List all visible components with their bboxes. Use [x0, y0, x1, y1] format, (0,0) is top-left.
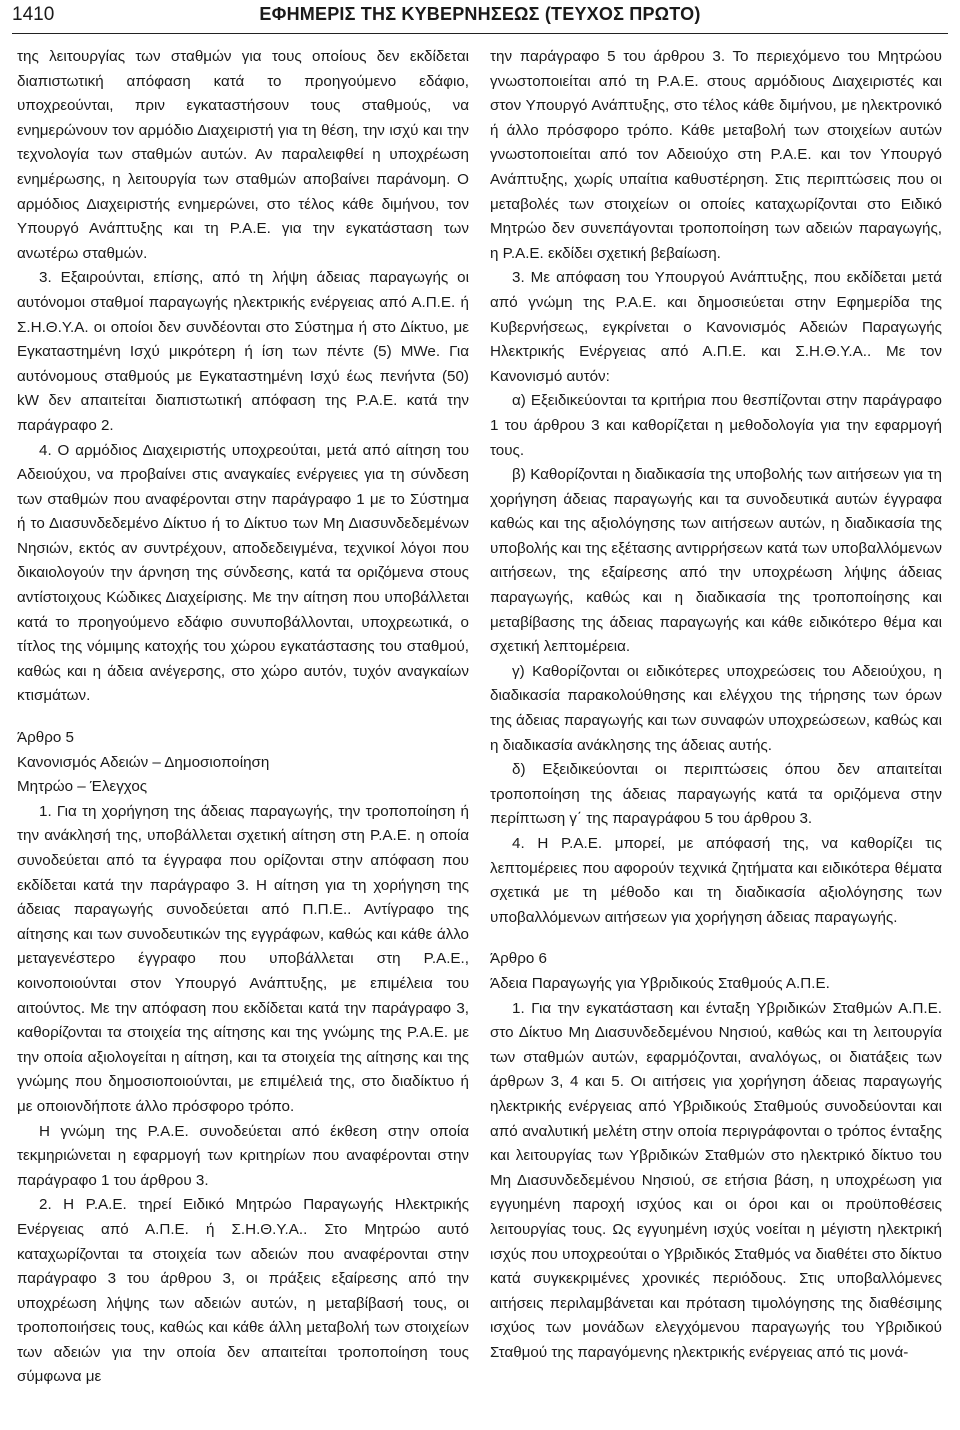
- item-c: γ) Καθορίζονται οι ειδικότερες υποχρεώσεις του Αδειούχου, η διαδικασία παρακολούθησης και ελέγχου της τήρησης των όρων της άδειας παραγωγής και των συναφών υποχρεώσεων, καθώς και η διαδικασία ανάκλησης της άδειας αυτής.: [490, 662, 942, 754]
- article-6-number: Άρθρο 6: [490, 950, 547, 968]
- item-a: α) Εξειδικεύονται τα κριτήρια που θεσπίζονται στην παράγραφο 1 του άρθρου 3 και καθορίζεται η μεθοδολογία για την εφαρμογή τους.: [490, 392, 942, 459]
- item-d: δ) Εξειδικεύονται οι περιπτώσεις όπου δεν απαιτείται τροποποίηση της άδειας παραγωγής κατά τα οριζόμενα στην περίπτωση γ΄ της παραγράφου 5 του άρθρου 3.: [490, 761, 942, 828]
- paragraph-3: 3. Εξαιρούνται, επίσης, από τη λήψη άδειας παραγωγής οι αυτόνομοι σταθμοί παραγωγής ηλεκτρικής ενέργειας από Α.Π.Ε. ή Σ.Η.Θ.Υ.Α. οι οποίοι δεν συνδέονται στο Σύστημα ή στο Δίκτυο, με Εγκαταστημένη Ισχύ μικρότερη ή ίση των πέντε (5) MWe. Για αυτόνομους σταθμούς με Εγκαταστημένη Ισχύ έως πενήντα (50) kW δεν απαιτείται διαπιστωτική απόφαση της Ρ.Α.Ε. κατά την παράγραφο 2.: [17, 269, 469, 434]
- article-6-title: Άδεια Παραγωγής για Υβριδικούς Σταθμούς Α.Π.Ε.: [490, 974, 830, 992]
- paragraph-continuation-right: την παράγραφο 5 του άρθρου 3. Το περιεχόμενο του Μητρώου γνωστοποιείται από τη Ρ.Α.Ε. στους αρμόδιους Διαχειριστές και στον Υπουργό Ανάπτυξης, στο τέλος κάθε διμήνου, με ηλεκτρονικό ή άλλο πρόσφορο τρόπο. Κάθε μεταβολή των στοιχείων αυτών γνωστοποιείται από τον Αδειούχο στη Ρ.Α.Ε. και τον Υπουργό Ανάπτυξης, χωρίς υπαίτια καθυστέρηση. Στις περιπτώσεις που οι μεταβολές των στοιχείων οι οποίες καταχωρίζονται στο Ειδικό Μητρώο δεν συνεπάγονται τροποποίηση των αδειών παραγωγής, η Ρ.Α.Ε. εκδίδει σχετική βεβαίωση.: [490, 48, 942, 262]
- item-b: β) Καθορίζονται η διαδικασία της υποβολής των αιτήσεων για τη χορήγηση άδειας παραγωγής και τα συνοδευτικά αυτών έγγραφα καθώς και της αξιολόγησης των αιτήσεων αυτών, η διαδικασία της υποβολής και της εξέτασης αντιρρήσεων κατά των υποβαλλόμενων αιτήσεων, της εξαίρεσης από την υποχρέωση λήψης άδειας παραγωγής, καθώς και η διαδικασία της τροποποίησης και μεταβίβασης της άδειας παραγωγής και κάθε ειδικότερο θέμα και σχετική λεπτομέρεια.: [490, 466, 942, 656]
- article-5-paragraph-1: 1. Για τη χορήγηση της άδειας παραγωγής, την τροποποίηση ή την ανάκλησή της, υποβάλλεται σχετική αίτηση στη Ρ.Α.Ε. η οποία συνοδεύεται από τα έγγραφα που ορίζονται στην απόφαση που εκδίδεται κατά την παράγραφο 3. Η αίτηση για τη χορήγηση της άδειας παραγωγής συνοδεύεται από Π.Π.Ε.. Αντίγραφο της αίτησης και των συνοδευτικών της εγγράφων, καθώς και κάθε άλλο μεταγενέστερο έγγραφο που υποβάλλεται στη Ρ.Α.Ε., κοινοποιούνται στον Υπουργό Ανάπτυξης, με επιμέλεια του αιτούντος. Με την απόφαση που εκδίδεται κατά την παράγραφο 3, καθορίζονται τα στοιχεία της αίτησης και της γνώμης της Ρ.Α.Ε. με την οποία αξιολογείται η αίτηση, και τα στοιχεία της αίτησης και της γνώμης που δημοσιοποιούνται, με επιμέλειά της, στο διαδίκτυο ή με οποιονδήποτε άλλο πρόσφορο τρόπο.: [17, 802, 469, 1115]
- article-5-paragraph-2: 2. Η Ρ.Α.Ε. τηρεί Ειδικό Μητρώο Παραγωγής Ηλεκτρικής Ενέργειας από Α.Π.Ε. ή Σ.Η.Θ.Υ.Α.. Στο Μητρώο αυτό καταχωρίζονται τα στοιχεία των αδειών που αναφέρονται στην παράγραφο 3 του άρθρου 3, οι πράξεις εξαίρεσης από την υποχρέωση λήψης των αδειών αυτών, η μεταβίβασή τους, οι τροποποιήσεις τους, καθώς και κάθε άλλη μεταβολή των στοιχείων των αδειών για την οποία δεν απαιτείται τροποποίηση τους σύμφωνα με: [17, 1196, 469, 1386]
- paragraph-continuation: της λειτουργίας των σταθμών για τους οποίους δεν εκδίδεται διαπιστωτική απόφαση κατά το προηγούμενο εδάφιο, υποχρεούνται, πριν εγκαταστήσουν τους σταθμούς, να ενημερώνουν τον αρμόδιο Διαχειριστή για τη θέση, την ισχύ και την τεχνολογία των σταθμών αυτών. Αν παραλειφθεί η υποχρέωση ενημέρωσης, η λειτουργία των σταθμών αποβαίνει παράνομη. Ο αρμόδιος Διαχειριστής ενημερώνει, στο τέλος κάθε διμήνου, τον Υπουργό Ανάπτυξης και τη Ρ.Α.Ε. για την εγκατάσταση των ανωτέρω σταθμών.: [17, 48, 469, 262]
- page-number: 1410: [12, 4, 55, 25]
- article-5-paragraph-4: 4. Η Ρ.Α.Ε. μπορεί, με απόφασή της, να καθορίζει τις λεπτομέρειες που αφορούν τεχνικά ζητήματα και ειδικότερα θέματα σχετικά με τη μέθοδο και τη διαδικασία αξιολόγησης των υποβαλλόμενων αιτήσεων για χορήγηση άδειας παραγωγής.: [490, 835, 942, 926]
- article-5-paragraph-1b: Η γνώμη της Ρ.Α.Ε. συνοδεύεται από έκθεση στην οποία τεκμηριώνεται η εφαρμογή των κριτηρίων που αναφέρονται στην παράγραφο 1 του άρθρου 3.: [17, 1122, 469, 1189]
- page-header: [12, 3, 948, 34]
- article-5-number: Άρθρο 5: [17, 729, 74, 747]
- right-column: [490, 45, 942, 1365]
- article-6-paragraph-1: 1. Για την εγκατάσταση και ένταξη Υβριδικών Σταθμών Α.Π.Ε. στο Δίκτυο Μη Διασυνδεδεμένου Νησιού, καθώς και τη λειτουργία των σταθμών αυτών, εφαρμόζονται, αναλόγως, οι διατάξεις των άρθρων 3, 4 και 5. Οι αιτήσεις για χορήγηση άδειας παραγωγής ηλεκτρικής ενέργειας από Υβριδικούς Σταθμούς συνοδεύονται και από αναλυτική μελέτη στην οποία περιγράφονται ο τρόπος ένταξης και λειτουργίας των Υβριδικών Σταθμών στο ηλεκτρικό δίκτυο του Μη Διασυνδεδεμένου Νησιού, σε ετήσια βάση, η υποχρέωση για εγγυημένη παροχή ισχύος και οι όροι και οι προϋποθέσεις λειτουργίας τους. Ως εγγυημένη ισχύς νοείται η μέγιστη ηλεκτρική ισχύς που υποχρεούται ο Υβριδικός Σταθμός να διαθέτει στο δίκτυο κατά συγκεκριμένες χρονικές περιόδους. Στις υποβαλλόμενες αιτήσεις περιλαμβάνεται και πρόταση τιμολόγησης της διαθέσιμης ισχύος των μονάδων ελεγχόμενου παραγωγής του Υβριδικού Σταθμού της παραγόμενης ηλεκτρικής ενέργειας από τις μονά-: [490, 999, 942, 1361]
- article-5-title-line2: Μητρώο – Έλεγχος: [17, 778, 148, 796]
- left-column: [17, 45, 469, 1390]
- article-5-paragraph-3: 3. Με απόφαση του Υπουργού Ανάπτυξης, που εκδίδεται μετά από γνώμη της Ρ.Α.Ε. και δημοσιεύεται στην Εφημερίδα της Κυβερνήσεως, εγκρίνεται ο Κανονισμός Αδειών Παραγωγής Ηλεκτρικής Ενέργειας από Α.Π.Ε. και Σ.Η.Θ.Υ.Α.. Με τον Κανονισμό αυτόν:: [490, 269, 942, 385]
- paragraph-4: 4. Ο αρμόδιος Διαχειριστής υποχρεούται, μετά από αίτηση του Αδειούχου, να προβαίνει στις αναγκαίες ενέργειες για τη σύνδεση των σταθμών που αναφέρονται στην παράγραφο 1 με το Σύστημα ή το Διασυνδεδεμένο Δίκτυο ή το Δίκτυο των Μη Διασυνδεδεμένων Νησιών, εκτός αν συντρέχουν, αποδεδειγμένα, τεχνικοί λόγοι που δικαιολογούν την άρνηση της σύνδεσης, κατά τα οριζόμενα στους αντίστοιχους Κώδικες Διαχείρισης. Με την αίτηση που υποβάλλεται κατά το προηγούμενο εδάφιο συνυποβάλλονται, υποχρεωτικά, ο τίτλος της νόμιμης κατοχής του χώρου εγκατάστασης του σταθμού, καθώς και η άδεια ανέγερσης, στο χώρο αυτόν, τυχόν αναγκαίων κτισμάτων.: [17, 441, 469, 705]
- article-5-title-line1: Κανονισμός Αδειών – Δημοσιοποίηση: [17, 753, 270, 771]
- journal-title: ΕΦΗΜΕΡΙΣ ΤΗΣ ΚΥΒΕΡΝΗΣΕΩΣ (ΤΕΥΧΟΣ ΠΡΩΤΟ): [259, 4, 701, 24]
